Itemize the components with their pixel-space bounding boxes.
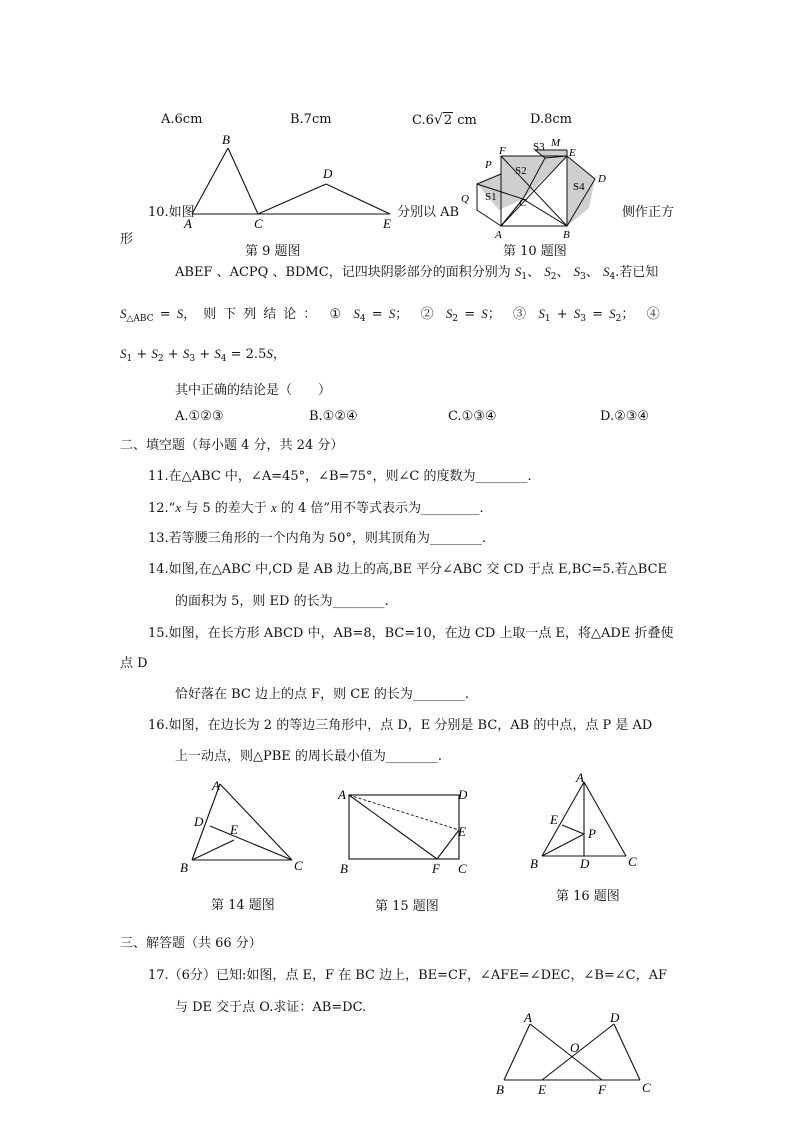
fig15-label-b: B [340,861,348,876]
q10-intro-left: 10.如图 [148,205,195,220]
fig10-label-m: M [551,137,561,149]
q9-option-c: C.6√2 cm [412,112,477,128]
fig16-caption: 第 16 题图 [556,889,620,904]
q10-intro-mid: 分别以 AB [397,205,460,220]
fig10-label-s4: S4 [573,181,585,193]
q10-conclusions: $S_{\triangle ABC} = S$，则下列结论： ① $S_4 = S$； ② $S_2 = S$； ③ $S_1 + S_3 = S_2$； ④ [120,306,660,324]
fig17-label-e: E [538,1082,546,1097]
fig10-label-b: B [563,229,570,241]
fig10-label-s2: S2 [515,165,527,177]
fig9-label-b: B [222,132,230,147]
fig15-label-a: A [338,787,346,802]
fig16-label-e: E [550,812,558,827]
fig17-label-f: F [598,1082,606,1097]
figure-15 [332,783,482,878]
fig14-label-a: A [212,778,220,793]
q16-line1: 16.如图，在边长为 2 的等边三角形中，点 D，E 分别是 BC，AB 的中点，点 P 是 AD [148,718,653,733]
fig17-label-d: D [610,1010,620,1025]
fig15-label-c: C [458,861,467,876]
fig16-label-p: P [588,826,596,841]
fig9-label-c: C [254,216,263,231]
q11: 11.在△ABC 中，∠A=45°，∠B=75°，则∠C 的度数为________. [148,469,532,484]
q9-option-a: A.6cm [161,112,203,127]
q9-option-b: B.7cm [290,112,332,127]
q10-intro-right: 侧作正方 [622,205,675,220]
fig17-label-b: B [496,1082,504,1097]
fig10-label-c: C [519,197,527,209]
fig10-caption: 第 10 题图 [503,244,567,259]
fig10-label-d: D [598,173,606,185]
fig15-label-f: F [432,861,440,876]
fig14-caption: 第 14 题图 [211,898,275,913]
fig10-label-s1: S1 [485,191,497,203]
figure-16 [522,768,652,876]
figure-10 [455,134,615,242]
fig16-label-b: B [530,856,538,871]
fig10-label-f: F [499,145,506,157]
fig14-label-d: D [194,814,204,829]
fig9-label-e: E [383,216,391,231]
q10-option-b: B.①②④ [309,409,358,424]
q17-line1: 17.（6分）已知:如图，点 E，F 在 BC 边上，BE=CF，∠AFE=∠DEC，∠B=∠C，AF [148,968,668,983]
fig16-label-c: C [628,854,637,869]
sqrt-icon: √ [433,112,443,128]
q15-line2: 点 D [120,656,148,671]
q16-line2: 上一动点，则△PBE 的周长最小值为________. [175,749,443,764]
fig10-label-q: Q [461,193,469,205]
fig17-label-o: O [570,1040,580,1055]
section2-heading: 二、填空题（每小题 4 分，共 24 分） [120,438,344,453]
fig10-label-s3: S3 [533,141,545,153]
fig10-label-a: A [495,229,502,241]
fig9-caption: 第 9 题图 [245,244,301,259]
q15-line1: 15.如图，在长方形 ABCD 中，AB=8，BC=10，在边 CD 上取一点 E，将△ADE 折叠使 [148,626,674,641]
fig14-label-e: E [230,822,238,837]
q10-intro-wrap: 形 [120,232,134,247]
section3-heading: 三、解答题（共 66 分） [120,936,262,951]
q10-line2: ABEF 、ACPQ 、BDMC，记四块阴影部分的面积分别为 $S_1$、 $S_2$、 $S_3$、 $S_4$.若已知 [175,264,659,282]
q12: 12.“x 与 5 的差大于 x 的 4 倍”用不等式表示为_________. [148,500,484,516]
q15-line3: 恰好落在 BC 边上的点 F，则 CE 的长为________. [175,687,469,702]
fig10-label-e: E [569,147,576,159]
q9-option-d: D.8cm [530,112,572,127]
fig16-label-d: D [580,856,590,871]
q10-option-d: D.②③④ [600,409,650,424]
q14-line2: 的面积为 5，则 ED 的长为________. [175,594,389,609]
q10-option-a: A.①②③ [175,409,224,424]
figure-9 [180,132,400,232]
fig15-label-d: D [458,787,468,802]
q17-line2: 与 DE 交于点 O.求证：AB=DC. [175,1000,367,1015]
fig16-label-a: A [576,770,584,785]
fig17-label-c: C [642,1080,651,1095]
q10-option-c: C.①③④ [448,409,497,424]
fig10-label-p: P [485,159,492,171]
fig17-label-a: A [524,1010,532,1025]
fig14-label-b: B [180,860,188,875]
q13: 13.若等腰三角形的一个内角为 50°，则其顶角为________. [148,531,486,546]
q10-formula-4: $S_1 + S_2 + S_3 + S_4 = 2.5S$， [120,346,286,364]
figure-17 [490,1008,660,1102]
figure-14 [172,772,312,880]
q10-question: 其中正确的结论是（ ） [175,383,332,398]
fig15-caption: 第 15 题图 [375,899,439,914]
q14-line1: 14.如图,在△ABC 中,CD 是 AB 边上的高,BE 平分∠ABC 交 CD 于点 E,BC=5.若△BCE [148,562,668,577]
fig9-label-d: D [323,166,333,181]
fig14-label-c: C [294,858,303,873]
fig15-label-e: E [458,824,466,839]
fig9-label-a: A [184,216,192,231]
